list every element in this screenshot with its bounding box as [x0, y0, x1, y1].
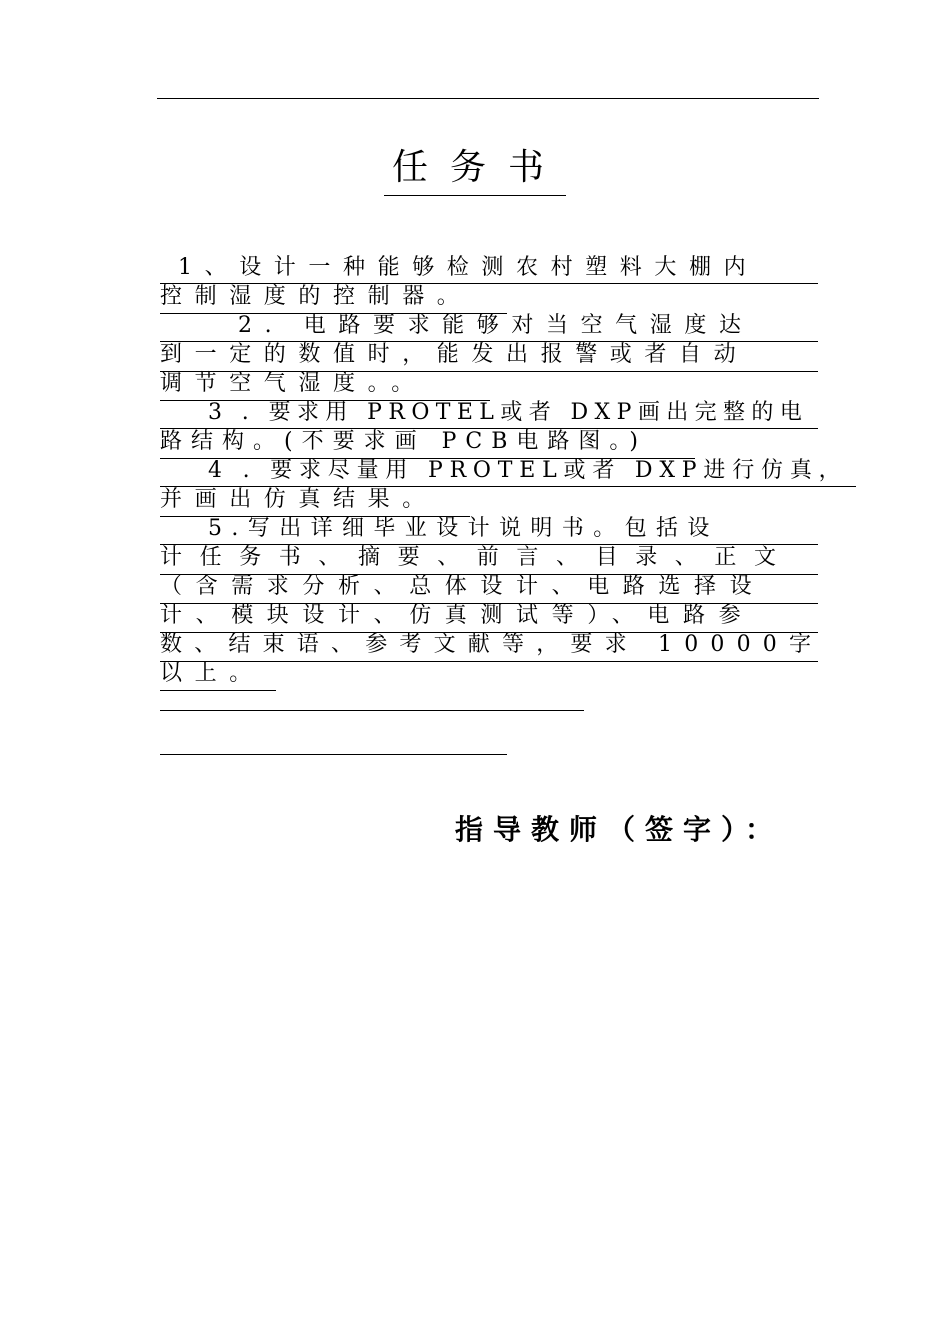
task-line-8: 4 . 要求尽量用 PROTEL或者 DXP进行仿真， — [160, 458, 856, 487]
task-line-7: 路结构。(不要求画 PCB电路图。) — [160, 429, 695, 459]
task-line-11: 计任务书、摘要、前言、目录、正文 — [160, 545, 818, 575]
task-line-2: 控制湿度的控制器。 — [160, 284, 507, 314]
task-line-3: 2. 电路要求能够对当空气湿度达 — [160, 313, 818, 342]
task-line-4: 到一定的数值时，能发出报警或者自动 — [160, 342, 818, 372]
task-line-12: （含需求分析、总体设计、电路选择设 — [160, 574, 818, 604]
page-title — [0, 140, 950, 196]
task-line-10: 5.写出详细毕业设计说明书。包括设 — [160, 516, 818, 545]
header-rule — [157, 98, 819, 99]
page-title-text: 任务书 — [384, 141, 566, 196]
task-line-9: 并画出仿真结果。 — [160, 487, 470, 517]
task-line-13: 计、模块设计、仿真测试等）、电路参 — [160, 603, 818, 633]
task-line-5: 调节空气湿度。。 — [160, 371, 490, 401]
task-line-14: 数、结束语、参考文献等，要求 10000字 — [160, 632, 818, 662]
task-line-1: 1、设计一种能够检测农村塑料大棚内 — [160, 255, 818, 284]
blank-line-2 — [160, 754, 507, 755]
blank-line-1 — [160, 710, 584, 711]
task-line-15: 以上。 — [160, 661, 276, 691]
task-line-6: 3 . 要求用 PROTEL或者 DXP画出完整的电 — [160, 400, 818, 429]
advisor-signature-label: 指导教师（签字）： — [455, 813, 784, 846]
